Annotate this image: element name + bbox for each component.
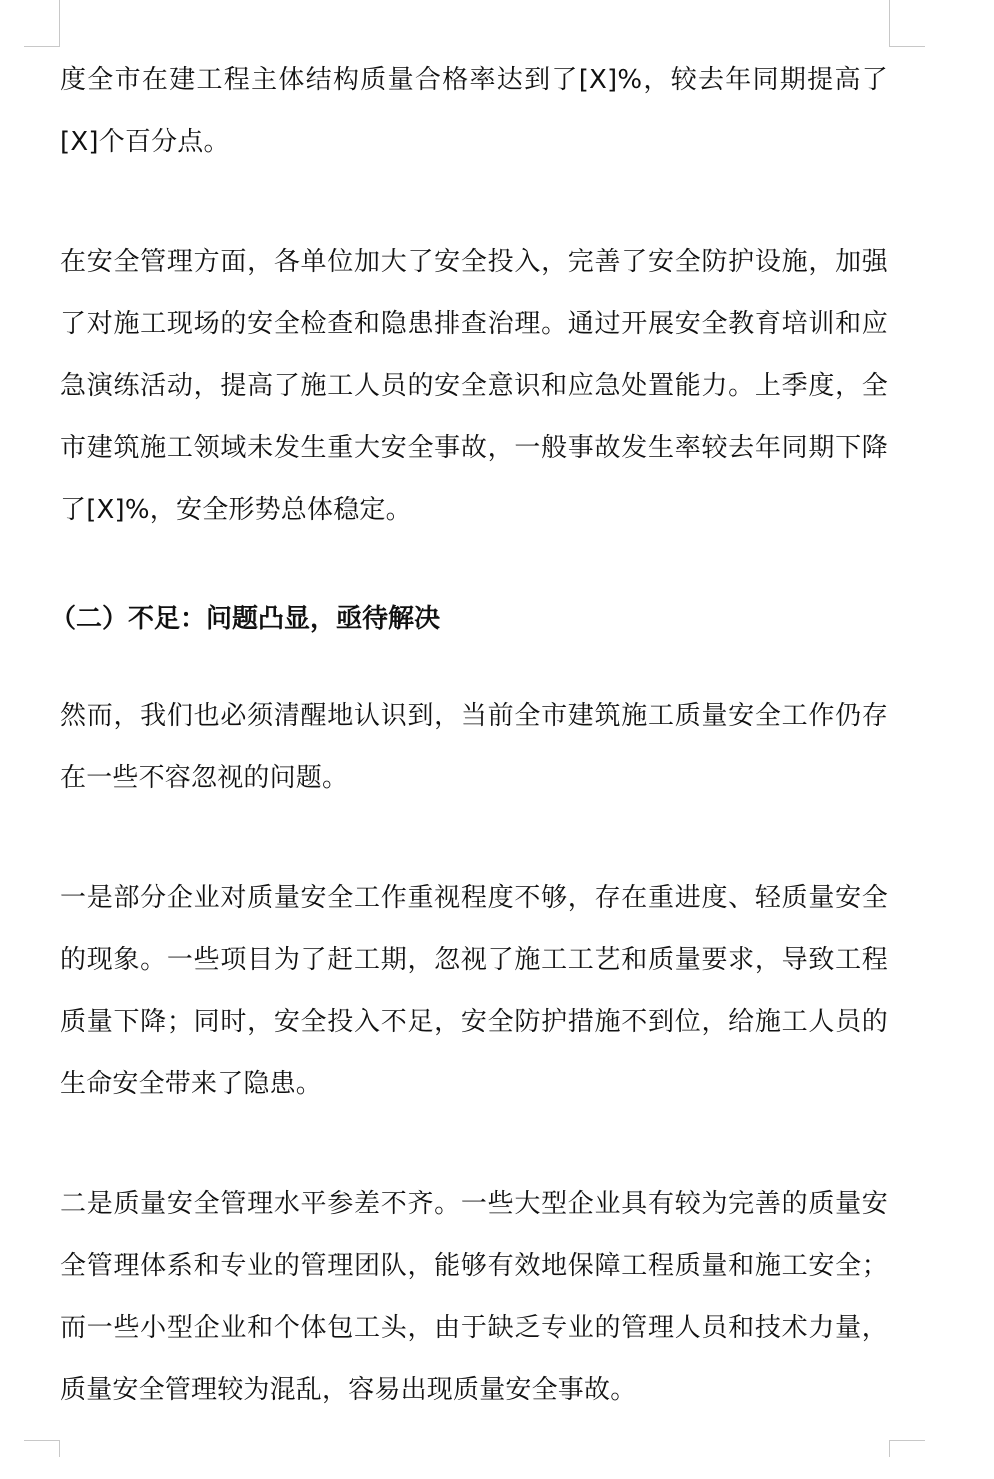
crop-mark-top-right [889, 0, 925, 47]
paragraph-quality-rate: 度全市在建工程主体结构质量合格率达到了[X]%，较去年同期提高了[X]个百分点。 [60, 65, 888, 157]
paragraph-problem-two: 二是质量安全管理水平参差不齐。一些大型企业具有较为完善的质量安全管理体系和专业的管理团队，能够有效地保障工程质量和施工安全；而一些小型企业和个体包工头，由于缺乏专业的管理人员和技术力量，质量安全管理较为混乱，容易出现质量安全事故。 [60, 1189, 888, 1405]
paragraph-safety-management: 在安全管理方面，各单位加大了安全投入，完善了安全防护设施，加强了对施工现场的安全检查和隐患排查治理。通过开展安全教育培训和应急演练活动，提高了施工人员的安全意识和应急处置能力。上季度，全市建筑施工领域未发生重大安全事故，一般事故发生率较去年同期下降了[X]%，安全形势总体稳定。 [60, 247, 888, 525]
paragraph-problems-intro: 然而，我们也必须清醒地认识到，当前全市建筑施工质量安全工作仍存在一些不容忽视的问题。 [60, 701, 888, 793]
paragraph-problem-one: 一是部分企业对质量安全工作重视程度不够，存在重进度、轻质量安全的现象。一些项目为了赶工期，忽视了施工工艺和质量要求，导致工程质量下降；同时，安全投入不足，安全防护措施不到位，给施工人员的生命安全带来了隐患。 [60, 883, 888, 1099]
crop-mark-bottom-right [889, 1440, 925, 1457]
section-heading: （二）不足：问题凸显，亟待解决 [50, 604, 441, 634]
crop-mark-bottom-left [24, 1440, 60, 1457]
crop-mark-top-left [24, 0, 60, 47]
document-body [50, 49, 888, 1479]
